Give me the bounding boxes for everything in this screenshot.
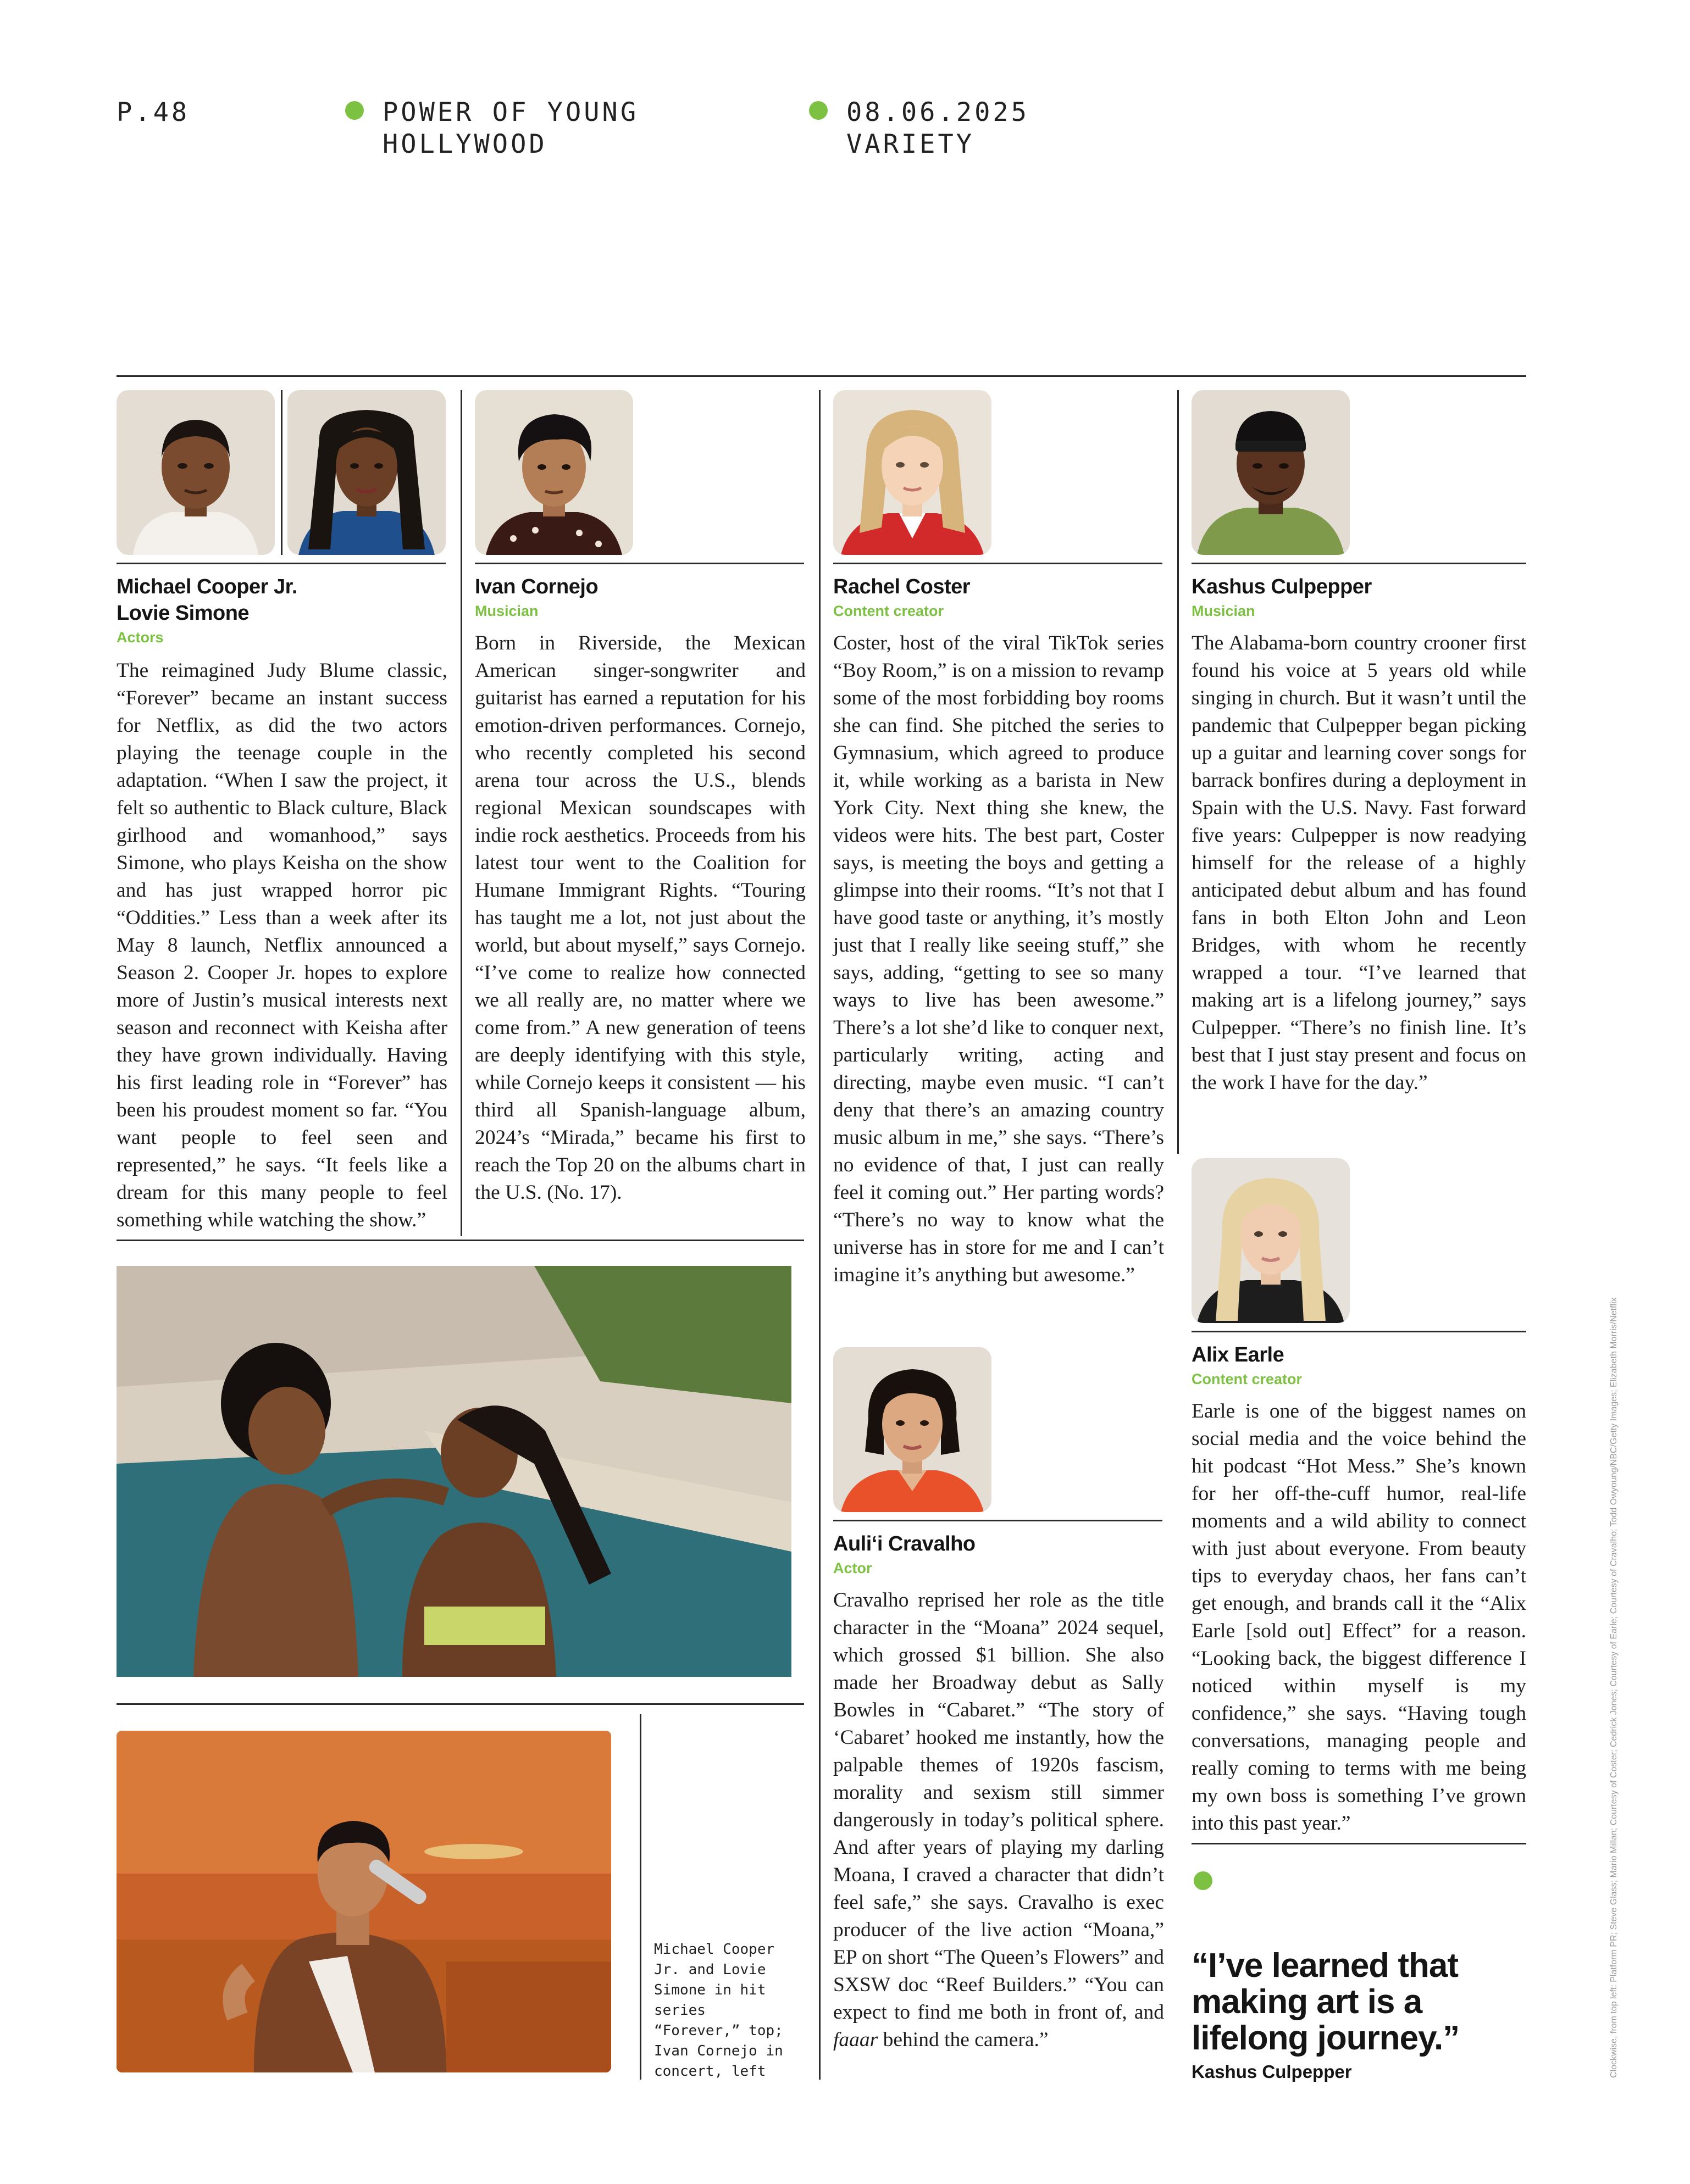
profile-divider (833, 563, 1162, 564)
profile-name: Lovie Simone (117, 602, 250, 625)
profile-role: Musician (475, 603, 539, 619)
profile-role: Actors (117, 629, 164, 646)
issue-date: 08.06.2025 (846, 97, 1029, 127)
profile-name: Kashus Culpepper (1192, 575, 1372, 598)
column-divider (461, 390, 462, 1236)
section-title: POWER OF YOUNG HOLLYWOOD (383, 97, 639, 159)
column-divider (1177, 390, 1179, 1154)
section-bullet-dot (345, 101, 364, 120)
aulii-cravalho-headshot (833, 1347, 991, 1512)
kashus-culpepper-headshot (1192, 390, 1350, 555)
body-text-segment: Cravalho reprised her role as the title character in the “Moana” 2024 sequel, which grossed $1 billion. She also made her Broadway debut as Sally Bowles in “Cabaret.” “The story of ‘Cabaret’ hooked me instantly, how the palpable themes of 1920s fascism, morality and sexism still simmer dangerously in today’s political sphere. And after years of playing my darling Moana, I craved a character that didn’t feel safe,” she says. Cravalho is exec producer of the live action “Moana,” EP on short “The Queen’s Flowers” and SXSW doc “Reef Builders.” “You can expect to find me both in front of, and (833, 1589, 1164, 2024)
body-text-emphasis: faaar (833, 2029, 878, 2051)
profile-name: Alix Earle (1192, 1343, 1284, 1366)
date-bullet-dot (809, 101, 828, 120)
profile-divider (1192, 1331, 1526, 1332)
profile-name: Rachel Coster (833, 575, 971, 598)
column-divider (819, 390, 821, 2080)
rachel-coster-headshot (833, 390, 991, 555)
michael-cooper-jr-headshot (117, 390, 275, 555)
alix-earle-headshot (1192, 1158, 1350, 1323)
photo-divider (281, 390, 282, 555)
forever-series-photo (117, 1266, 791, 1677)
profile-divider (1192, 1843, 1526, 1844)
profile-divider (475, 563, 804, 564)
profile-name: Michael Cooper Jr. (117, 575, 297, 598)
pull-quote-bullet-dot (1194, 1871, 1212, 1890)
body-text-segment: behind the camera.” (883, 2029, 1049, 2051)
ivan-cornejo-concert-photo (117, 1731, 611, 2072)
publication-name: VARIETY (846, 129, 975, 159)
profile-body-text: Earle is one of the biggest names on social media and the voice behind the hit podcast “Hot Mess.” She’s known for her off-the-cuff humor, real-life moments and a wild ability to connect with just about everyone. From beauty tips to everyday chaos, her fans can’t get enough, and brands call it the “Alix Earle [sold out] Effect” for a reason. “Looking back, the biggest difference I noticed within myself is my confidence,” she says. “Having tough conversations, managing people and really coming to terms with me being my own boss is something I’ve grown into this past year.” (1192, 1400, 1526, 1835)
lovie-simone-headshot (287, 390, 446, 555)
profile-divider (1192, 563, 1526, 564)
profile-body-text: Coster, host of the viral TikTok series “Boy Room,” is on a mission to revamp some of the most forbidding boy rooms she can find. She pitched the series to Gymnasium, which agreed to produce it, while working as a barista in New York City. Next thing she knew, the videos were hits. The best part, Coster says, is meeting the boys and getting a glimpse into their rooms. “It’s not that I have good taste or anything, it’s mostly just that I really like seeing stuff,” she says, adding, “getting to see so many ways to live has been awesome.” There’s a lot she’d like to conquer next, particularly writing, acting and directing, maybe even music. “I can’t deny that there’s an amazing country music album in me,” she says. “There’s no evidence of that, I just can really feel it coming out.” Her parting words? “There’s no way to know what the universe has in store for me and I can’t imagine it’s anything but awesome.” (833, 632, 1164, 1286)
top-divider (117, 375, 1526, 377)
profile-body-text: The reimagined Judy Blume classic, “Forever” became an instant success for Netflix, as did the two actors playing the teenage couple in the adaptation. “When I saw the project, it felt so authentic to Black culture, Black girlhood and womanhood,” says Simone, who plays Keisha on the show and has just wrapped horror pic “Oddities.” Less than a week after its May 8 launch, Netflix announced a Season 2. Cooper Jr. hopes to explore more of Justin’s musical interests next season and reconnect with Keisha after they have grown individually. Having his first leading role in “Forever” has been his proudest moment so far. “You want people to feel seen and represented,” he says. “It feels like a dream for this many people to feel something while watching the show.” (117, 659, 447, 1231)
pull-quote: “I’ve learned that making art is a lifelong journey.” (1192, 1947, 1460, 2057)
profile-role: Content creator (1192, 1371, 1303, 1387)
profile-divider (117, 563, 446, 564)
photo-credits: Clockwise, from top left: Platform PR; Steve Glass; Mario Millan; Courtesy of Coster; Cedrick Jones; Courtesy of Earle; Courtesy of Cravalho; Todd Owyoung/NBC/Getty Images; Elizabeth Morris/Netflix (1609, 1297, 1619, 2078)
profile-body-text (833, 1587, 1164, 2054)
profile-role: Actor (833, 1560, 872, 1576)
profile-name: Auli‘i Cravalho (833, 1532, 976, 1555)
profile-divider (833, 1520, 1162, 1521)
page-number: P.48 (117, 97, 190, 127)
pull-quote-attribution: Kashus Culpepper (1192, 2061, 1352, 2082)
ivan-cornejo-headshot (475, 390, 633, 555)
section-divider (117, 1240, 804, 1241)
profile-body-text: The Alabama-born country crooner first found his voice at 5 years old while singing in church. But it wasn’t until the pandemic that Culpepper began picking up a guitar and learning cover songs for barrack bonfires during a deployment in Spain with the U.S. Navy. Fast forward five years: Culpepper is now readying himself for the release of a highly anticipated debut album and has found fans in both Elton John and Leon Bridges, with whom he recently wrapped a tour. “I’ve learned that making art is a lifelong journey,” says Culpepper. “There’s no finish line. It’s best that I just stay present and focus on the work I have for the day.” (1192, 632, 1526, 1094)
profile-name: Ivan Cornejo (475, 575, 599, 598)
section-divider (117, 1703, 804, 1705)
photo-caption: Michael Cooper Jr. and Lovie Simone in hit series “Forever,” top; Ivan Cornejo in concert, left (654, 1941, 783, 2080)
profile-role: Content creator (833, 603, 944, 619)
caption-divider (640, 1714, 641, 2080)
profile-role: Musician (1192, 603, 1255, 619)
profile-body-text: Born in Riverside, the Mexican American singer-songwriter and guitarist has earned a reputation for his emotion-driven performances. Cornejo, who recently completed his second arena tour across the U.S., blends regional Mexican soundscapes with indie rock aesthetics. Proceeds from his latest tour went to the Coalition for Humane Immigrant Rights. “Touring has taught me a lot, not just about the world, but about myself,” says Cornejo. “I’ve come to realize how connected we all really are, no matter where we come from.” A new generation of teens are deeply identifying with this style, while Cornejo keeps it consistent — his third all Spanish-language album, 2024’s “Mirada,” became his first to reach the Top 20 on the albums chart in the U.S. (No. 17). (475, 632, 806, 1204)
